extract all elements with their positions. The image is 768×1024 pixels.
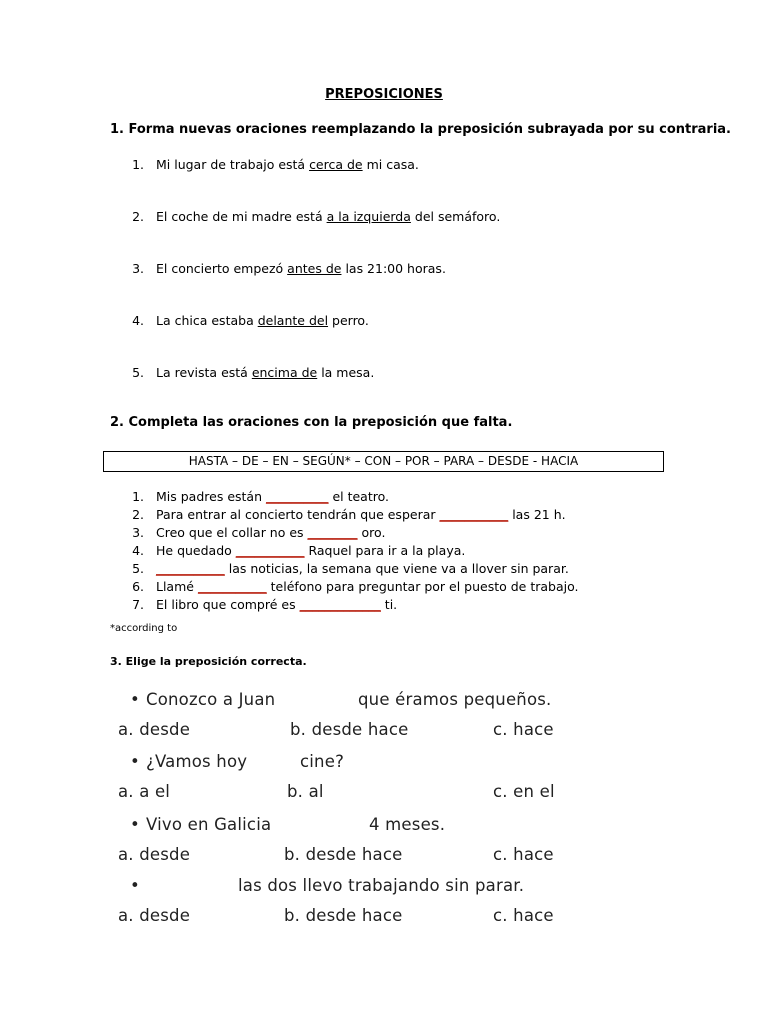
list-item	[156, 507, 566, 522]
option-b[interactable]: b. desde hace	[290, 720, 409, 739]
sentence-start: Para entrar al concierto tendrán que esperar	[156, 507, 440, 522]
sentence-start: La revista está	[156, 365, 252, 380]
sentence-end: las 21:00 horas.	[341, 261, 446, 276]
sentence-start: Mi lugar de trabajo está	[156, 157, 310, 172]
question-text-end: las dos llevo trabajando sin parar.	[238, 876, 525, 895]
list-item-number: 4.	[132, 313, 144, 328]
sentence-end: el teatro.	[328, 489, 390, 504]
section2-heading: 2. Completa las oraciones con la preposición que falta.	[110, 415, 513, 430]
option-c[interactable]: c. en el	[493, 782, 555, 801]
question-text-end: 4 meses.	[369, 815, 446, 834]
list-item	[156, 209, 500, 224]
sentence-start: El concierto empezó	[156, 261, 288, 276]
list-item-number: 2.	[132, 507, 144, 522]
answer-blank[interactable]: ___________	[156, 561, 225, 576]
question-text-start: Vivo en Galicia	[146, 815, 272, 834]
sentence-start: Creo que el collar no es	[156, 525, 308, 540]
list-item-number: 2.	[132, 209, 144, 224]
sentence-end: la mesa.	[317, 365, 375, 380]
sentence-end: oro.	[357, 525, 386, 540]
list-item-number: 3.	[132, 525, 144, 540]
option-c[interactable]: c. hace	[493, 720, 554, 739]
question-text-start: Conozco a Juan	[146, 690, 276, 709]
option-a[interactable]: a. desde	[118, 906, 191, 925]
option-a[interactable]: a. desde	[118, 845, 191, 864]
list-item	[156, 543, 465, 558]
answer-blank[interactable]: ___________	[235, 543, 305, 558]
sentence-start: He quedado	[156, 543, 236, 558]
sentence-end: ti.	[380, 597, 398, 612]
list-item-number: 5.	[132, 561, 144, 576]
list-item-number: 7.	[132, 597, 144, 612]
list-item-number: 1.	[132, 489, 144, 504]
list-item	[156, 261, 446, 276]
question-text-end: cine?	[300, 752, 345, 771]
sentence-end: las 21 h.	[508, 507, 566, 522]
option-b[interactable]: b. al	[287, 782, 324, 801]
list-item-number: 6.	[132, 579, 144, 594]
sentence-start: El coche de mi madre está	[156, 209, 327, 224]
underlined-preposition: encima de	[251, 365, 318, 380]
sentence-start: El libro que compré es	[156, 597, 300, 612]
answer-blank[interactable]: ___________	[197, 579, 267, 594]
question-text-start: ¿Vamos hoy	[146, 752, 248, 771]
option-c[interactable]: c. hace	[493, 845, 554, 864]
option-c[interactable]: c. hace	[493, 906, 554, 925]
list-item	[156, 579, 579, 594]
list-item	[156, 597, 397, 612]
answer-blank[interactable]: ___________	[439, 507, 509, 522]
page-title: PREPOSICIONES	[325, 87, 443, 102]
section1-heading: 1. Forma nuevas oraciones reemplazando la preposición subrayada por su contraria.	[110, 122, 731, 137]
sentence-end: mi casa.	[362, 157, 419, 172]
question-bullet: •	[130, 752, 140, 771]
option-a[interactable]: a. a el	[118, 782, 171, 801]
footnote: *according to	[110, 623, 178, 634]
list-item-number: 4.	[132, 543, 144, 558]
list-item	[156, 157, 419, 172]
list-item	[156, 525, 385, 540]
option-b[interactable]: b. desde hace	[284, 906, 403, 925]
list-item	[156, 365, 374, 380]
sentence-start: Llamé	[156, 579, 198, 594]
list-item-number: 5.	[132, 365, 144, 380]
option-a[interactable]: a. desde	[118, 720, 191, 739]
answer-blank[interactable]: _____________	[299, 597, 381, 612]
question-bullet: •	[130, 876, 140, 895]
section3-heading: 3. Elige la preposición correcta.	[110, 655, 307, 668]
option-b[interactable]: b. desde hace	[284, 845, 403, 864]
sentence-end: perro.	[328, 313, 369, 328]
list-item	[156, 313, 369, 328]
sentence-end: Raquel para ir a la playa.	[304, 543, 466, 558]
sentence-end: del semáforo.	[410, 209, 501, 224]
sentence-end: las noticias, la semana que viene va a llover sin parar.	[224, 561, 569, 576]
word-bank-box: HASTA – DE – EN – SEGÚN* – CON – POR – PARA – DESDE - HACIA	[103, 451, 664, 472]
question-bullet: •	[130, 815, 140, 834]
underlined-preposition: delante del	[257, 313, 329, 328]
sentence-end: teléfono para preguntar por el puesto de trabajo.	[266, 579, 579, 594]
question-text-end: que éramos pequeños.	[358, 690, 552, 709]
underlined-preposition: cerca de	[309, 157, 363, 172]
sentence-start: Mis padres están	[156, 489, 266, 504]
answer-blank[interactable]: __________	[265, 489, 329, 504]
list-item-number: 3.	[132, 261, 144, 276]
list-item-number: 1.	[132, 157, 144, 172]
underlined-preposition: a la izquierda	[326, 209, 411, 224]
answer-blank[interactable]: ________	[307, 525, 358, 540]
list-item	[156, 489, 389, 504]
list-item	[156, 561, 569, 576]
underlined-preposition: antes de	[287, 261, 342, 276]
sentence-start: La chica estaba	[156, 313, 258, 328]
question-bullet: •	[130, 690, 140, 709]
